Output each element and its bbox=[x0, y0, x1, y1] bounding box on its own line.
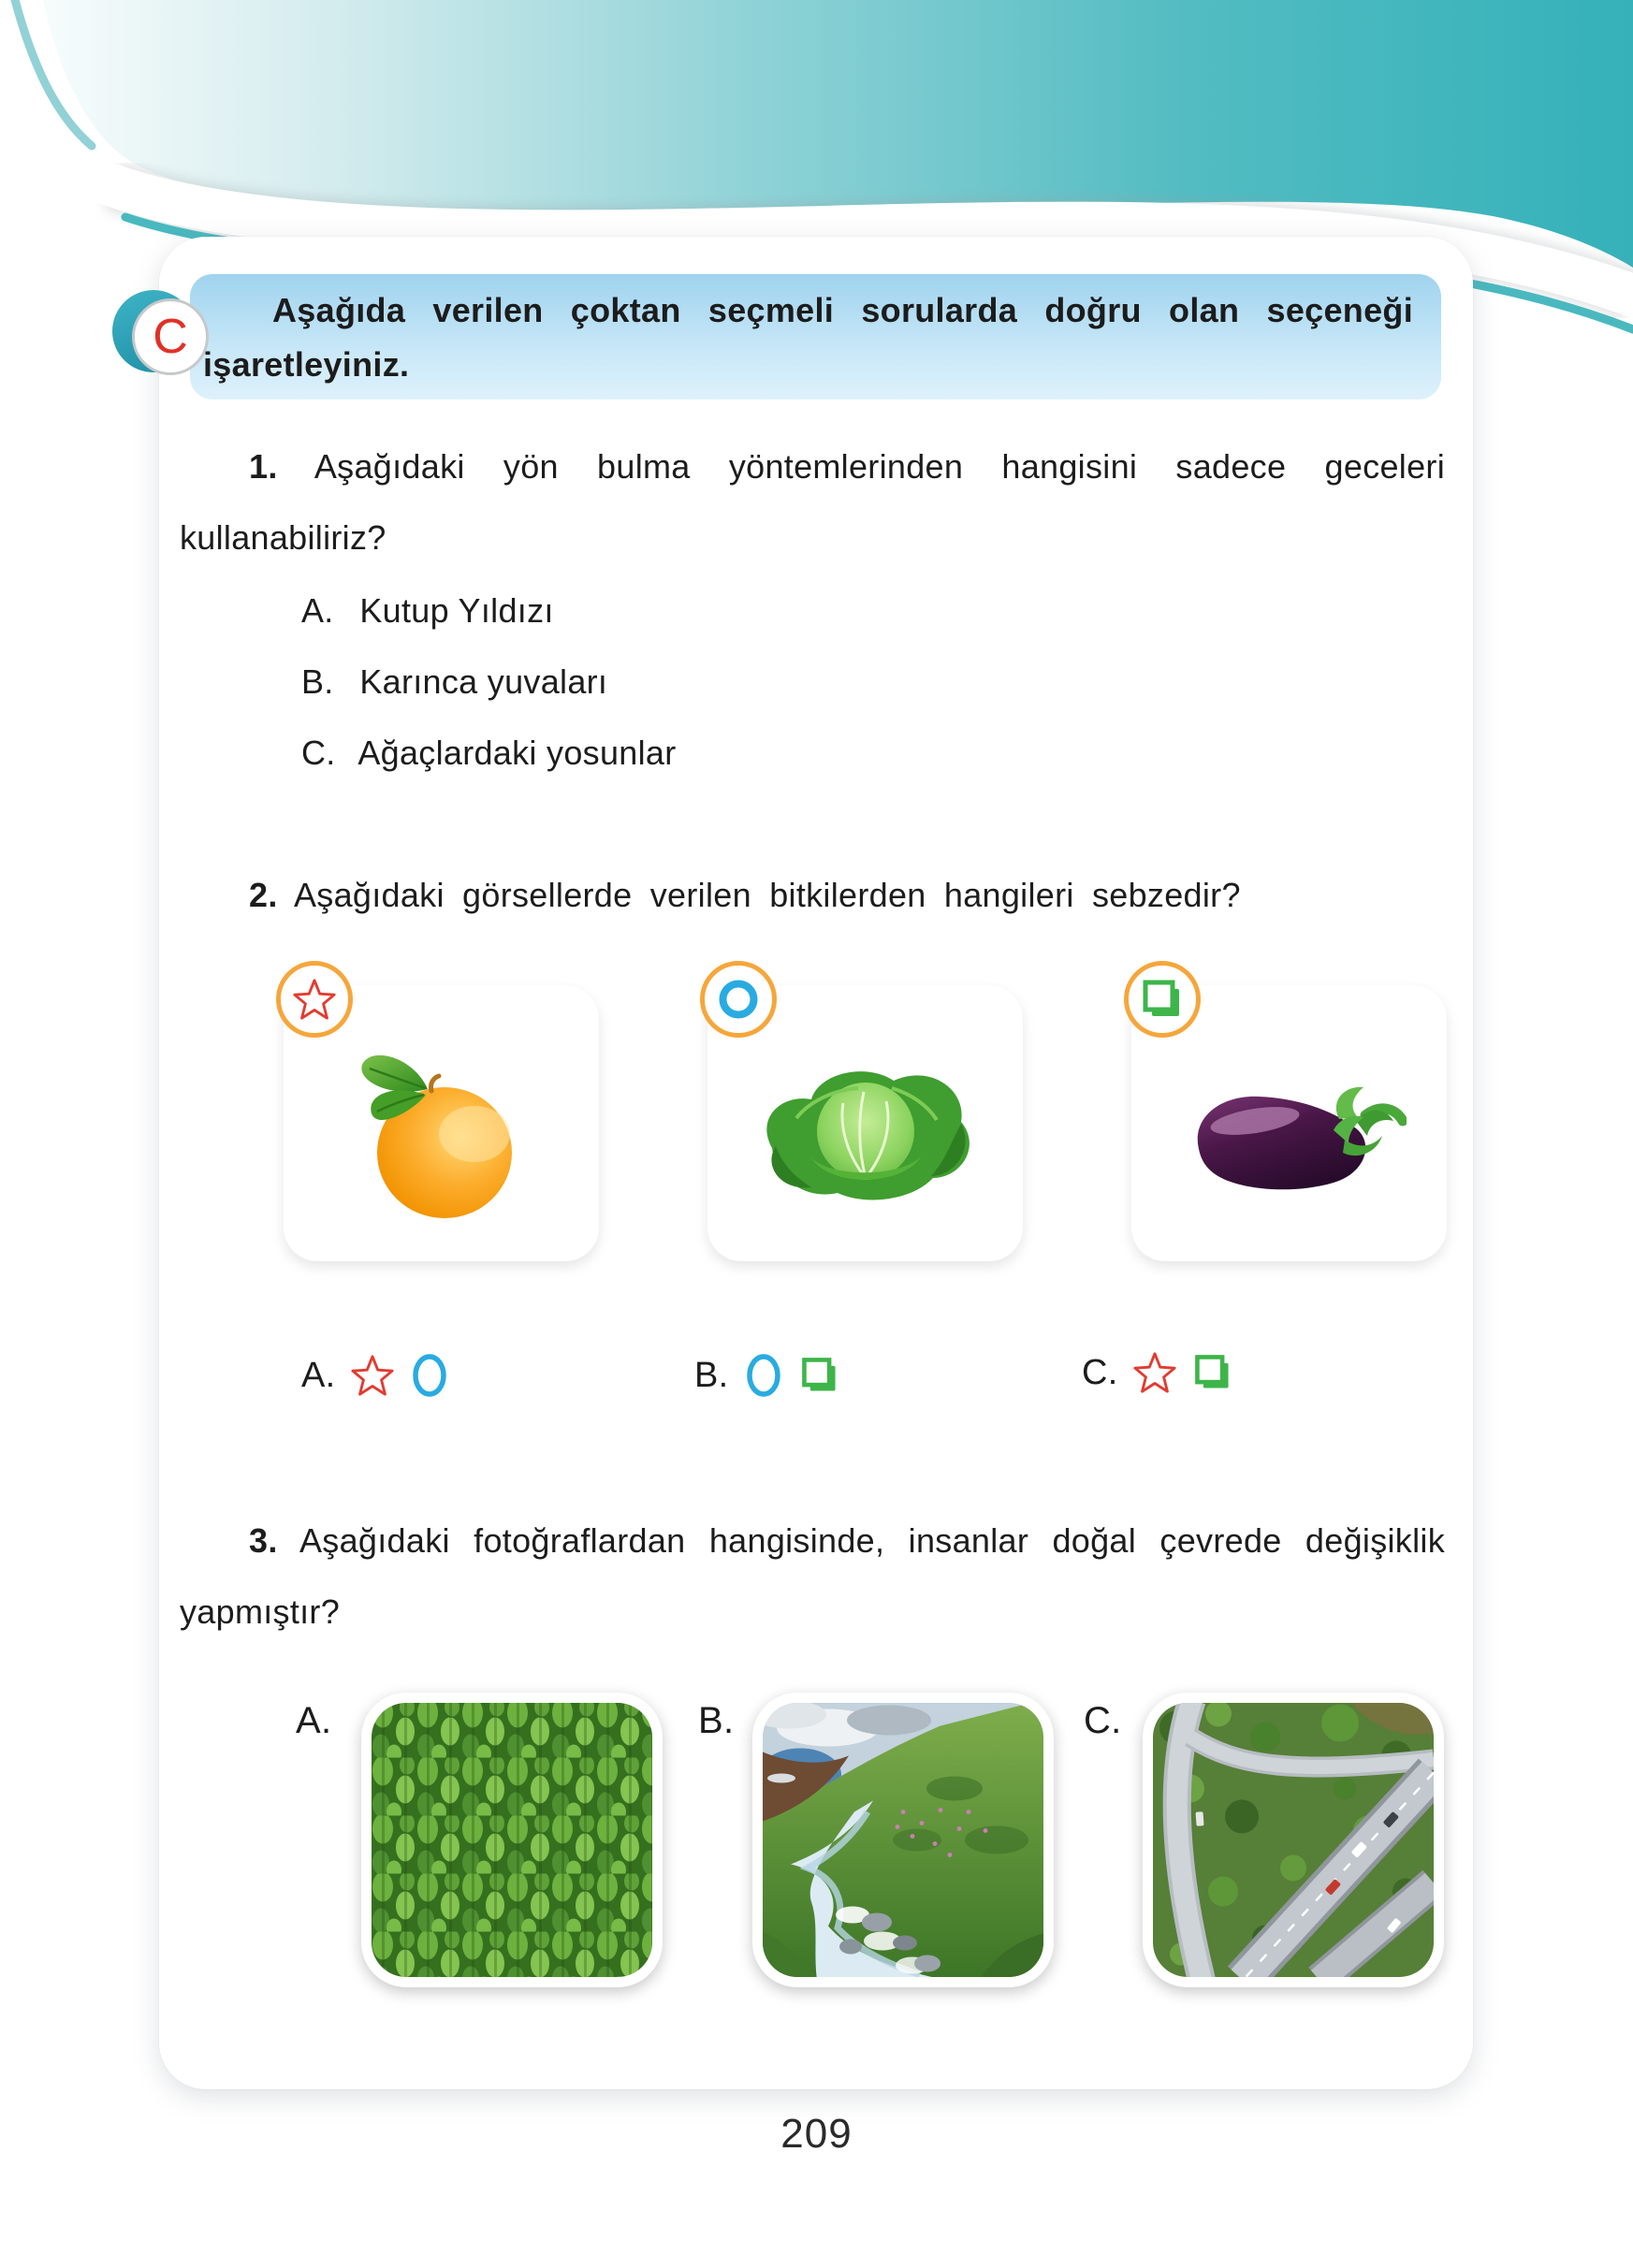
option-a bbox=[301, 575, 677, 647]
star-icon bbox=[1132, 1350, 1177, 1395]
orange-illustration bbox=[334, 1040, 549, 1228]
option-letter: B. bbox=[301, 662, 334, 701]
option-b bbox=[301, 647, 677, 718]
picture-card-orange bbox=[284, 985, 599, 1261]
answer-letter: B. bbox=[694, 1355, 729, 1395]
photo-label-a: A. bbox=[296, 1700, 332, 1741]
question-3-number: 3. bbox=[249, 1521, 278, 1560]
photo-label-c: C. bbox=[1084, 1700, 1122, 1741]
square-badge bbox=[1124, 961, 1201, 1038]
photo-highway-interchange bbox=[1143, 1693, 1444, 1987]
photo-forest bbox=[361, 1693, 663, 1987]
answer-c bbox=[1082, 1350, 1234, 1395]
question-2-answers bbox=[159, 1350, 1473, 1410]
square-icon bbox=[798, 1354, 841, 1397]
picture-card-eggplant bbox=[1131, 985, 1447, 1261]
star-icon bbox=[350, 1353, 395, 1398]
star-icon bbox=[292, 977, 337, 1022]
option-c bbox=[301, 718, 677, 789]
instruction-box bbox=[190, 274, 1441, 400]
option-text: Ağaçlardaki yosunlar bbox=[357, 734, 677, 772]
option-letter: C. bbox=[301, 734, 336, 772]
circle-icon bbox=[409, 1350, 450, 1401]
picture-card-cabbage bbox=[707, 985, 1023, 1261]
question-1-options bbox=[301, 575, 677, 789]
page-number: 209 bbox=[780, 2111, 853, 2157]
cabbage-illustration bbox=[753, 1045, 978, 1223]
stream-photo-illustration bbox=[763, 1703, 1043, 1977]
option-text: Karınca yuvaları bbox=[359, 662, 608, 701]
question-3-photos bbox=[159, 1685, 1473, 2003]
answer-b bbox=[694, 1350, 841, 1401]
photo-mountain-stream bbox=[752, 1693, 1054, 1987]
option-letter: A. bbox=[301, 591, 334, 630]
circle-icon bbox=[743, 1350, 784, 1401]
option-text: Kutup Yıldızı bbox=[359, 591, 554, 630]
circle-icon bbox=[716, 977, 761, 1022]
section-letter: C bbox=[132, 298, 209, 375]
answer-letter: C. bbox=[1082, 1352, 1118, 1392]
eggplant-illustration bbox=[1173, 1059, 1407, 1209]
answer-letter: A. bbox=[301, 1355, 336, 1395]
circle-badge bbox=[700, 961, 777, 1038]
answer-a bbox=[301, 1350, 450, 1401]
square-icon bbox=[1139, 976, 1186, 1023]
star-badge bbox=[276, 961, 353, 1038]
question-2-text: 2. Aşağıdaki görsellerde verilen bitkilerden hangileri sebzedir? bbox=[249, 876, 1241, 914]
instruction-text: Aşağıda verilen çoktan seçmeli sorularda doğru olan seçeneği işaretleyiniz. bbox=[203, 291, 1413, 384]
question-2-number: 2. bbox=[249, 876, 278, 914]
question-3-text: 3. Aşağıdaki fotoğraflardan hangisinde, insanlar doğal çevrede değişiklik yapmıştır? bbox=[180, 1521, 1445, 1631]
forest-photo-illustration bbox=[372, 1703, 652, 1977]
photo-label-b: B. bbox=[698, 1700, 735, 1741]
square-icon bbox=[1191, 1351, 1234, 1394]
question-2-picture-cards bbox=[159, 967, 1473, 1275]
section-badge bbox=[105, 281, 217, 378]
question-1-number: 1. bbox=[249, 447, 278, 486]
content-card bbox=[159, 237, 1473, 2089]
highway-photo-illustration bbox=[1153, 1703, 1434, 1977]
question-1-text: 1. Aşağıdaki yön bulma yöntemlerinden hangisini sadece geceleri kullanabiliriz? bbox=[180, 447, 1445, 557]
